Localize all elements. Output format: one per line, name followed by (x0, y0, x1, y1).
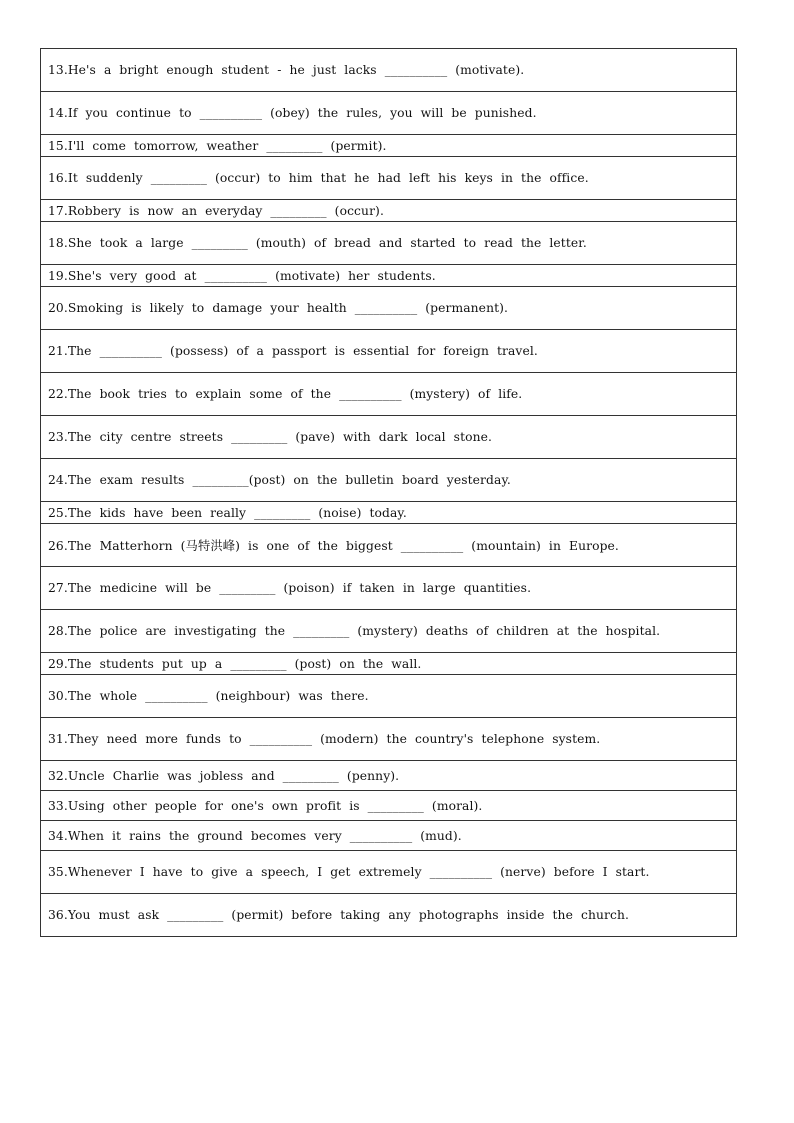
question-text: 28.The police are investigating the _________ (mystery) deaths of children at the hospital. (41, 610, 737, 653)
exercise-rows (41, 49, 737, 937)
question-text: 21.The __________ (possess) of a passport is essential for foreign travel. (41, 330, 737, 373)
table-row (41, 222, 737, 265)
table-row (41, 502, 737, 524)
question-text: 25.The kids have been really _________ (noise) today. (41, 502, 737, 524)
question-text: 22.The book tries to explain some of the __________ (mystery) of life. (41, 373, 737, 416)
question-text: 24.The exam results _________(post) on the bulletin board yesterday. (41, 459, 737, 502)
question-text: 17.Robbery is now an everyday _________ (occur). (41, 200, 737, 222)
question-text: 15.I'll come tomorrow, weather _________ (permit). (41, 135, 737, 157)
question-text: 31.They need more funds to __________ (modern) the country's telephone system. (41, 718, 737, 761)
table-row (41, 135, 737, 157)
question-text: 26.The Matterhorn (马特洪峰) is one of the biggest __________ (mountain) in Europe. (41, 524, 737, 567)
exercise-sheet (40, 48, 737, 937)
table-row (41, 92, 737, 135)
table-row (41, 200, 737, 222)
exercise-table (40, 48, 737, 937)
question-text: 16.It suddenly _________ (occur) to him that he had left his keys in the office. (41, 157, 737, 200)
table-row (41, 675, 737, 718)
table-row (41, 610, 737, 653)
table-row (41, 718, 737, 761)
table-row (41, 653, 737, 675)
question-text: 18.She took a large _________ (mouth) of bread and started to read the letter. (41, 222, 737, 265)
table-row (41, 761, 737, 791)
table-row (41, 287, 737, 330)
table-row (41, 265, 737, 287)
question-text: 32.Uncle Charlie was jobless and _________ (penny). (41, 761, 737, 791)
table-row (41, 821, 737, 851)
table-row (41, 49, 737, 92)
question-text: 13.He's a bright enough student - he just lacks __________ (motivate). (41, 49, 737, 92)
table-row (41, 567, 737, 610)
question-text: 34.When it rains the ground becomes very __________ (mud). (41, 821, 737, 851)
table-row (41, 851, 737, 894)
question-text: 36.You must ask _________ (permit) before taking any photographs inside the church. (41, 894, 737, 937)
table-row (41, 416, 737, 459)
table-row (41, 791, 737, 821)
question-text: 20.Smoking is likely to damage your health __________ (permanent). (41, 287, 737, 330)
question-text: 35.Whenever I have to give a speech, I get extremely __________ (nerve) before I start. (41, 851, 737, 894)
question-text: 33.Using other people for one's own profit is _________ (moral). (41, 791, 737, 821)
table-row (41, 373, 737, 416)
table-row (41, 459, 737, 502)
question-text: 27.The medicine will be _________ (poison) if taken in large quantities. (41, 567, 737, 610)
table-row (41, 157, 737, 200)
question-text: 19.She's very good at __________ (motivate) her students. (41, 265, 737, 287)
table-row (41, 330, 737, 373)
question-text: 23.The city centre streets _________ (pave) with dark local stone. (41, 416, 737, 459)
question-text: 14.If you continue to __________ (obey) the rules, you will be punished. (41, 92, 737, 135)
table-row (41, 524, 737, 567)
question-text: 29.The students put up a _________ (post) on the wall. (41, 653, 737, 675)
table-row (41, 894, 737, 937)
question-text: 30.The whole __________ (neighbour) was there. (41, 675, 737, 718)
